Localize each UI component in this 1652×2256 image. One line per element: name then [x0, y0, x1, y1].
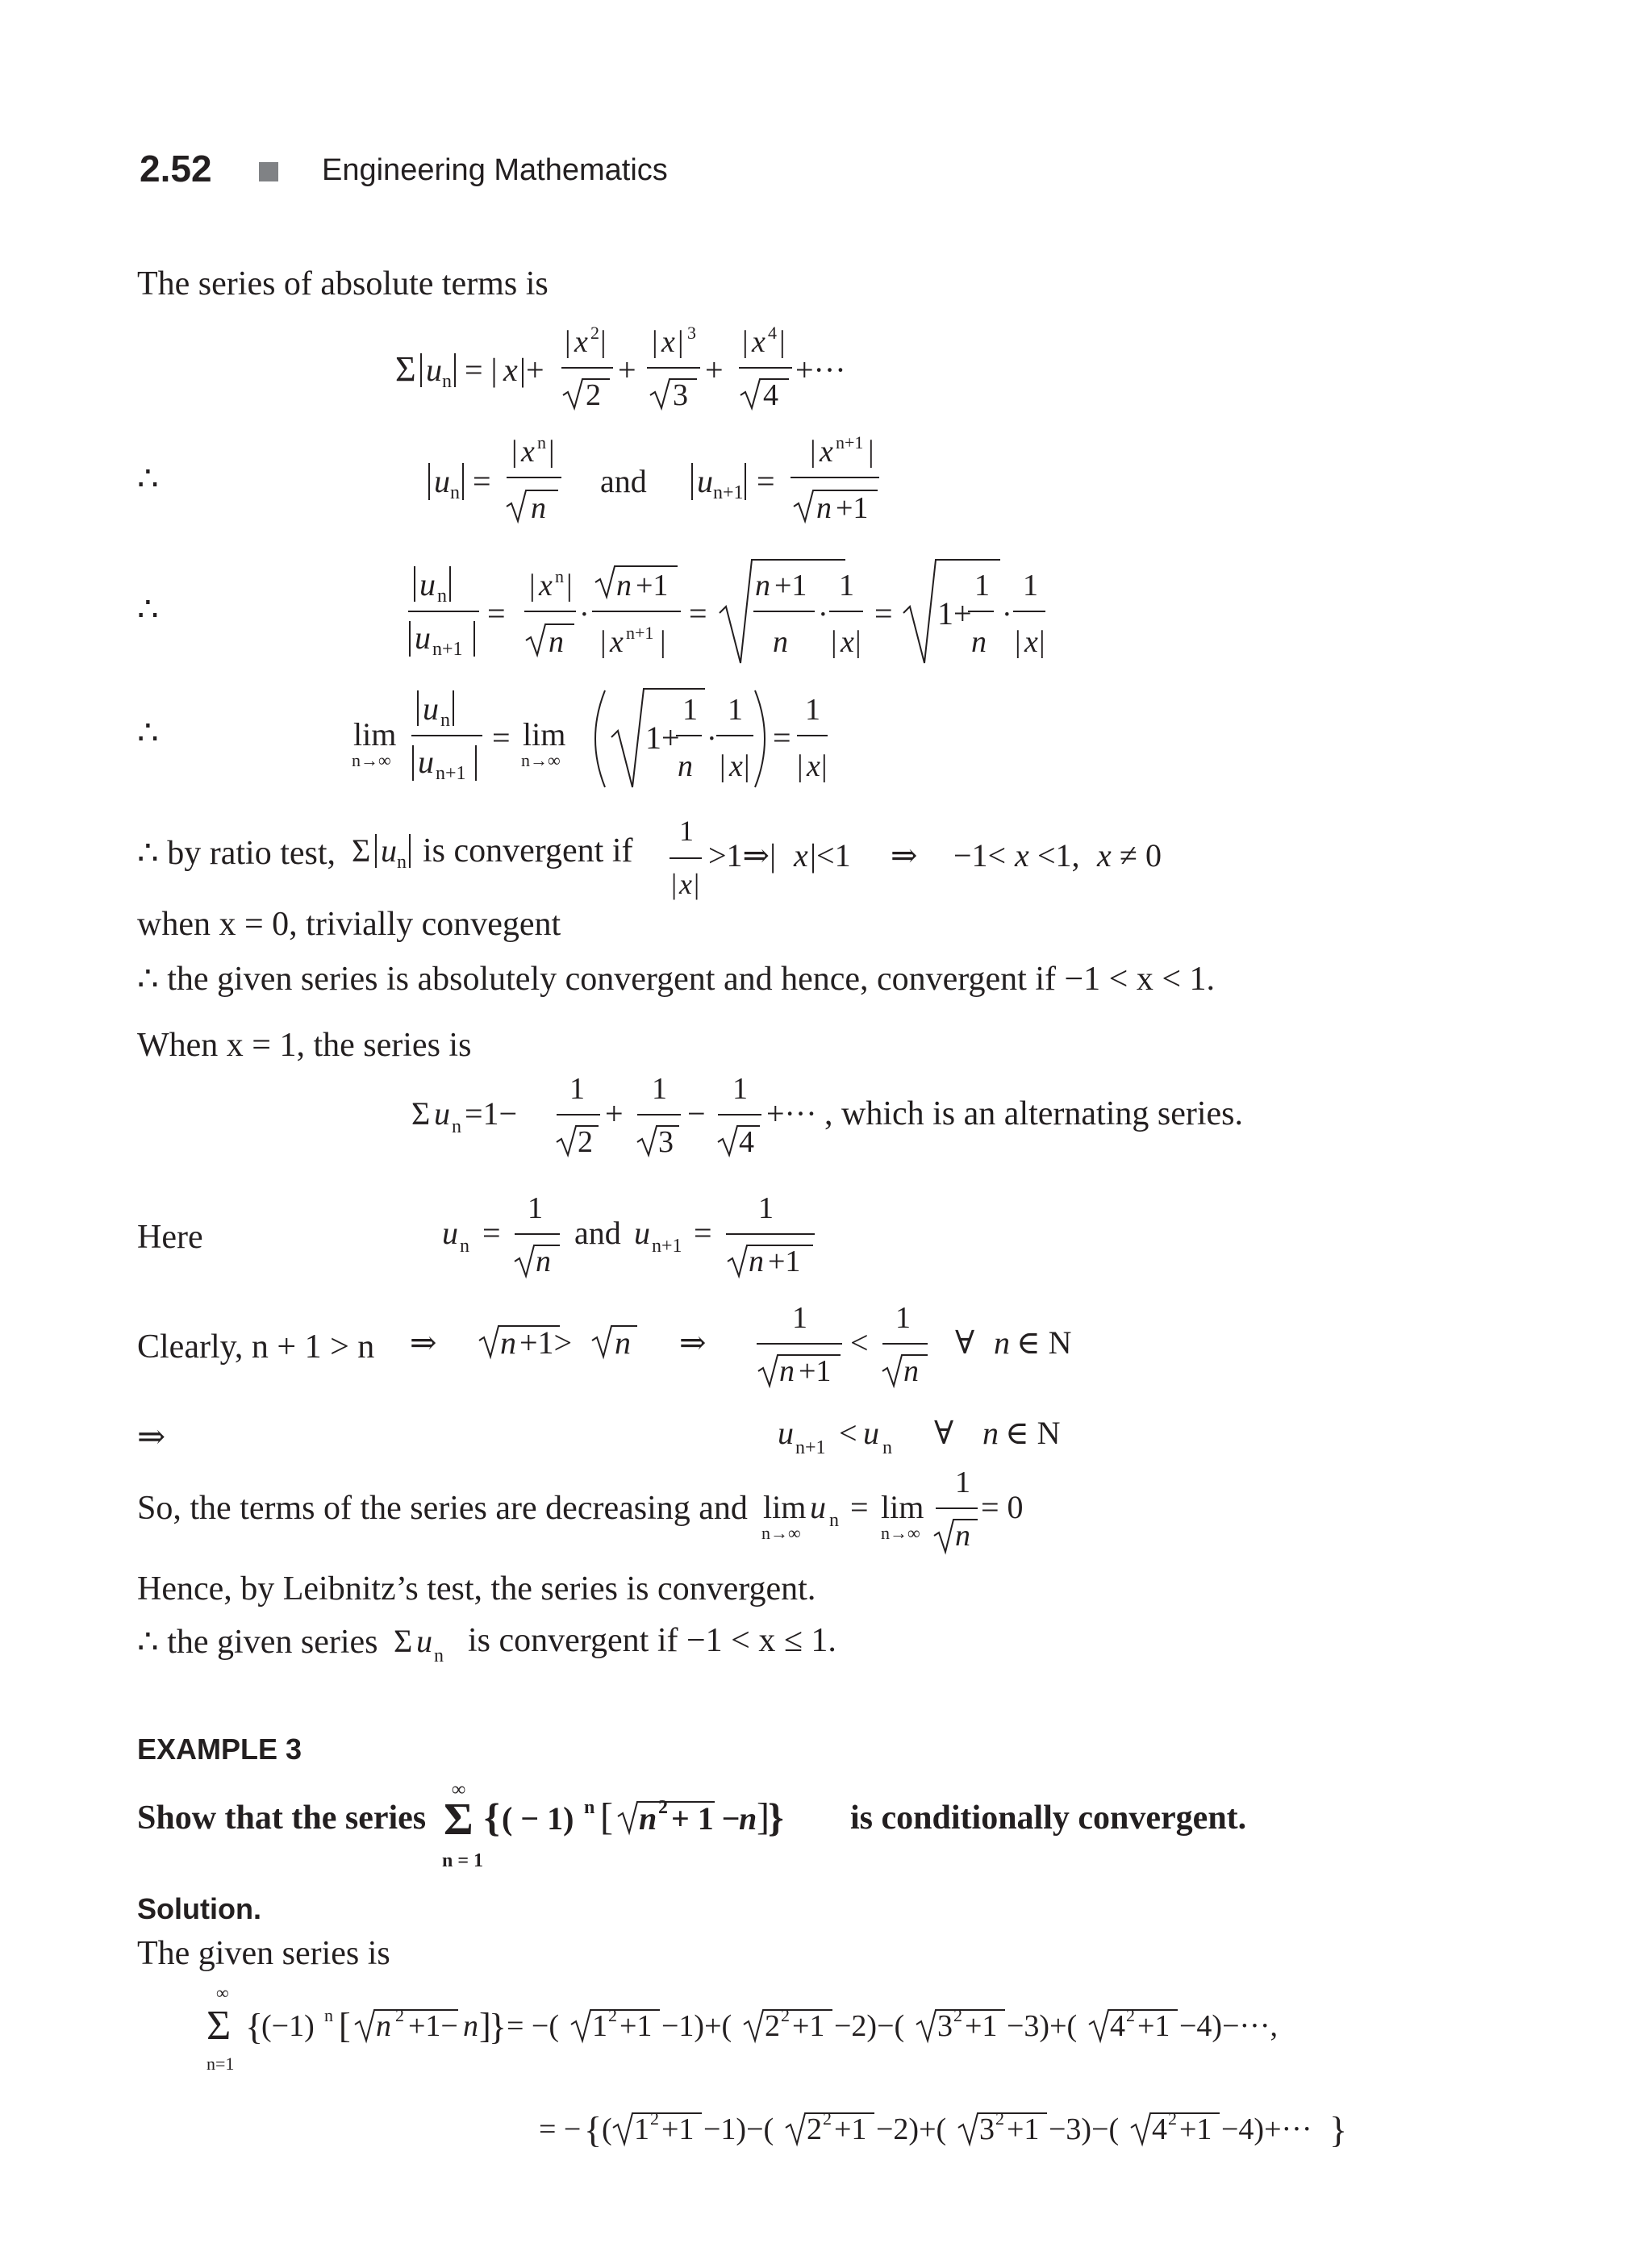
- svg-text:1: 1: [895, 1301, 911, 1335]
- svg-text:∀: ∀: [955, 1324, 975, 1361]
- svg-text:n: n: [549, 625, 564, 659]
- svg-text:lim: lim: [353, 716, 397, 753]
- svg-text:1: 1: [728, 693, 743, 727]
- svg-text:, which is an alternating seri: , which is an alternating series.: [824, 1095, 1244, 1132]
- svg-text:·: ·: [818, 598, 828, 632]
- ratio-test-lead: ∴ by ratio test,: [137, 835, 336, 872]
- svg-text:n = 1: n = 1: [442, 1850, 484, 1871]
- when-one-line: When x = 1, the series is: [137, 1027, 472, 1064]
- svg-text:u: u: [434, 1095, 450, 1132]
- svg-text:|+: |+: [519, 352, 544, 388]
- equation-example-series: [436, 1768, 855, 1881]
- svg-text:≠ 0: ≠ 0: [1120, 837, 1162, 874]
- example-statement-tail: is conditionally convergent.: [850, 1799, 1247, 1837]
- svg-text:4: 4: [768, 323, 777, 343]
- example-label: EXAMPLE 3: [137, 1733, 302, 1766]
- svg-text:{: {: [484, 1795, 500, 1840]
- svg-text:= −(: = −(: [507, 2009, 560, 2043]
- svg-text:Σ: Σ: [394, 1623, 413, 1659]
- svg-text:|: |: [652, 325, 658, 359]
- svg-text:n: n: [615, 1324, 631, 1361]
- svg-text:+···: +···: [795, 352, 846, 388]
- svg-text:n: n: [971, 625, 987, 659]
- svg-text:1: 1: [652, 1072, 667, 1106]
- svg-text:n: n: [376, 2009, 391, 2043]
- therefore-symbol: ∴: [137, 591, 159, 628]
- svg-text:n: n: [555, 566, 564, 586]
- svg-text:−1)+(: −1)+(: [661, 2009, 732, 2043]
- svg-text:x: x: [1097, 837, 1112, 874]
- svg-text:−2)−(: −2)−(: [834, 2009, 905, 2043]
- equation-decreasing: [778, 1403, 1116, 1468]
- svg-text:Σ: Σ: [352, 832, 371, 869]
- svg-text:Σ: Σ: [411, 1095, 431, 1132]
- svg-text:|: |: [821, 749, 828, 783]
- svg-text:n: n: [452, 1116, 461, 1137]
- svg-text:∈ N: ∈ N: [1016, 1324, 1072, 1361]
- svg-text:n: n: [982, 1415, 999, 1451]
- equation-conclusion-sum: [394, 1616, 458, 1673]
- svg-text:|<1: |<1: [810, 837, 851, 874]
- svg-text:=: =: [757, 463, 775, 499]
- svg-text:|: |: [720, 749, 726, 783]
- svg-text:n: n: [994, 1324, 1010, 1361]
- svg-text:1: 1: [592, 2009, 607, 2043]
- svg-text:1: 1: [974, 569, 990, 603]
- svg-text:|: |: [868, 435, 874, 469]
- svg-text:+···: +···: [766, 1095, 817, 1132]
- svg-text:x: x: [539, 569, 553, 603]
- svg-text:3: 3: [687, 323, 696, 343]
- svg-text:4: 4: [739, 1125, 754, 1159]
- svg-text:∞: ∞: [216, 1983, 229, 2003]
- svg-text:+1: +1: [792, 2009, 825, 2043]
- when-zero-line: when x = 0, trivially convegent: [137, 906, 561, 943]
- svg-text:1+: 1+: [645, 719, 680, 756]
- svg-text:2: 2: [590, 323, 599, 343]
- svg-text:|: |: [600, 325, 607, 359]
- svg-text:n: n: [955, 1519, 970, 1553]
- svg-text:u: u: [419, 566, 436, 603]
- svg-text:u: u: [434, 463, 450, 499]
- svg-text:n+1: n+1: [652, 1236, 682, 1257]
- svg-text:<: <: [850, 1324, 869, 1361]
- svg-text:|: |: [779, 325, 786, 359]
- svg-text:<1,: <1,: [1037, 837, 1080, 874]
- book-title: Engineering Mathematics: [322, 153, 668, 187]
- svg-text:n: n: [536, 1245, 551, 1278]
- svg-text:⇒: ⇒: [891, 837, 918, 874]
- svg-text:|: |: [1015, 625, 1021, 659]
- svg-text:1+: 1+: [937, 595, 972, 632]
- svg-text:{: {: [245, 2006, 264, 2047]
- svg-text:and: and: [600, 463, 647, 499]
- equation-un-terms: [426, 426, 878, 539]
- svg-text:]: ]: [479, 2006, 491, 2045]
- page-number: 2.52: [140, 148, 212, 190]
- svg-text:|: |: [742, 325, 749, 359]
- svg-text:3: 3: [673, 378, 688, 412]
- svg-text:x: x: [503, 352, 518, 388]
- svg-text:+1: +1: [661, 2112, 695, 2146]
- here-label: Here: [137, 1219, 203, 1256]
- svg-text:1: 1: [792, 1301, 807, 1335]
- svg-text:+1: +1: [620, 2009, 653, 2043]
- conclusion-lead: ∴ the given series: [137, 1624, 378, 1661]
- svg-text:<: <: [839, 1415, 857, 1451]
- svg-text:|: |: [694, 868, 700, 900]
- svg-text:2: 2: [823, 2108, 832, 2129]
- svg-text:|: |: [1039, 625, 1045, 659]
- svg-text:x: x: [729, 749, 743, 783]
- svg-text:n+1: n+1: [432, 639, 463, 660]
- svg-text:n: n: [460, 1236, 469, 1257]
- svg-text:+1: +1: [636, 569, 669, 603]
- svg-text:{: {: [584, 2109, 603, 2150]
- svg-text:}: }: [1329, 2109, 1348, 2150]
- example-statement-lead: Show that the series: [137, 1799, 427, 1837]
- svg-text:⇒: ⇒: [679, 1324, 707, 1361]
- svg-text:x: x: [521, 435, 535, 469]
- svg-text:u: u: [381, 832, 397, 869]
- svg-text:( − 1): ( − 1): [502, 1800, 574, 1837]
- svg-text:2: 2: [807, 2112, 822, 2146]
- svg-text:1: 1: [634, 2112, 649, 2146]
- svg-text:n: n: [450, 482, 460, 503]
- clearly-line: Clearly, n + 1 > n: [137, 1328, 375, 1366]
- svg-text:x: x: [1015, 837, 1029, 874]
- equation-abs-series: [395, 321, 879, 426]
- svg-text:n→∞: n→∞: [881, 1523, 920, 1543]
- svg-text:n→∞: n→∞: [521, 750, 561, 770]
- svg-text:|: |: [671, 868, 678, 900]
- svg-text:x: x: [794, 837, 808, 874]
- svg-text:|: |: [566, 569, 573, 603]
- svg-text:n: n: [500, 1324, 516, 1361]
- svg-text:|: |: [831, 625, 837, 659]
- svg-text:n: n: [678, 749, 693, 783]
- svg-text:2: 2: [1126, 2005, 1135, 2025]
- svg-text:(−1): (−1): [261, 2009, 315, 2043]
- svg-text:n+1: n+1: [713, 482, 744, 503]
- svg-text:|: |: [565, 325, 571, 359]
- header-square-marker: [259, 162, 278, 181]
- svg-text:= |: = |: [465, 352, 498, 388]
- svg-text:x: x: [752, 325, 766, 359]
- svg-text:x: x: [841, 625, 854, 659]
- equation-clearly: [410, 1299, 1345, 1395]
- svg-text:n: n: [442, 371, 452, 392]
- svg-text:=: =: [487, 595, 506, 632]
- svg-text:1: 1: [679, 815, 694, 847]
- svg-text:4: 4: [1110, 2009, 1125, 2043]
- svg-text:n+1: n+1: [626, 623, 654, 643]
- svg-text:2: 2: [765, 2009, 780, 2043]
- svg-text:3: 3: [937, 2009, 953, 2043]
- svg-text:2: 2: [608, 2005, 617, 2025]
- svg-text:2: 2: [586, 378, 601, 412]
- svg-text:n=1: n=1: [206, 2054, 235, 2074]
- svg-text:n: n: [440, 710, 450, 731]
- svg-text:n: n: [584, 1797, 595, 1818]
- svg-text:>1⇒|: >1⇒|: [708, 837, 777, 874]
- svg-text:n: n: [397, 852, 407, 873]
- svg-text:n: n: [773, 625, 788, 659]
- svg-text:u: u: [418, 744, 434, 780]
- svg-text:3: 3: [979, 2112, 995, 2146]
- svg-text:n: n: [537, 432, 546, 452]
- equation-alternating-series: [411, 1073, 1258, 1170]
- svg-text:n→∞: n→∞: [761, 1523, 801, 1543]
- svg-text:n: n: [434, 1645, 444, 1666]
- svg-text:is convergent if: is convergent if: [423, 832, 633, 869]
- svg-text:n: n: [324, 2005, 333, 2025]
- svg-text:+: +: [605, 1095, 624, 1132]
- svg-text:∈ N: ∈ N: [1005, 1415, 1061, 1451]
- svg-text:=: =: [694, 1215, 712, 1251]
- therefore-symbol: ∴: [137, 461, 159, 498]
- svg-text:lim: lim: [763, 1489, 807, 1525]
- svg-text:−4)+···: −4)+···: [1221, 2112, 1312, 2146]
- svg-text:n: n: [639, 1800, 657, 1837]
- absolute-convergence-line: ∴ the given series is absolutely convergent and hence, convergent if −1 < x < 1.: [137, 961, 1216, 998]
- svg-text:·: ·: [707, 722, 717, 756]
- svg-text:+1: +1: [836, 491, 869, 525]
- svg-text:2: 2: [1168, 2108, 1177, 2129]
- equation-limit-ratio: [352, 678, 828, 799]
- svg-text:u: u: [697, 463, 713, 499]
- intro-line: The series of absolute terms is: [137, 265, 549, 302]
- svg-text:u: u: [415, 619, 431, 656]
- svg-text:[: [: [600, 1795, 613, 1838]
- svg-text:1: 1: [805, 693, 820, 727]
- svg-text:u: u: [863, 1415, 879, 1451]
- svg-text:+1: +1: [965, 2009, 998, 2043]
- equation-given-series-grouped: [539, 2094, 1475, 2166]
- svg-text:n: n: [531, 491, 546, 525]
- svg-text:|: |: [797, 749, 803, 783]
- svg-text:|: |: [744, 749, 750, 783]
- svg-text:+1: +1: [799, 1354, 832, 1388]
- svg-text:|: |: [549, 435, 555, 469]
- svg-text:|: |: [660, 625, 666, 659]
- svg-text:=: =: [473, 463, 491, 499]
- svg-text:n: n: [437, 586, 447, 607]
- svg-text:1: 1: [569, 1072, 585, 1106]
- svg-text:x: x: [807, 749, 820, 783]
- svg-text:u: u: [810, 1489, 826, 1525]
- svg-text:=: =: [874, 595, 893, 632]
- svg-text:Σ: Σ: [206, 2003, 232, 2049]
- svg-text:+: +: [705, 352, 724, 388]
- equation-given-series-expansion: [202, 1981, 1460, 2086]
- svg-text:x: x: [820, 435, 833, 469]
- svg-text:4: 4: [763, 378, 778, 412]
- svg-text:n+1: n+1: [436, 763, 466, 784]
- solution-label: Solution.: [137, 1892, 261, 1925]
- svg-text:3: 3: [658, 1125, 674, 1159]
- svg-text:=: =: [689, 595, 707, 632]
- svg-text:Σ: Σ: [395, 349, 416, 389]
- svg-text:=: =: [492, 719, 511, 756]
- svg-text:2: 2: [395, 2005, 404, 2025]
- svg-text:−3)+(: −3)+(: [1007, 2009, 1078, 2043]
- svg-text:4: 4: [1152, 2112, 1167, 2146]
- svg-text:lim: lim: [881, 1489, 924, 1525]
- svg-text:n: n: [616, 569, 632, 603]
- svg-text:+1: +1: [768, 1245, 801, 1278]
- svg-text:+1>: +1>: [519, 1324, 573, 1361]
- svg-text:(: (: [602, 2112, 612, 2146]
- svg-text:+1: +1: [1179, 2112, 1212, 2146]
- svg-text:x: x: [610, 625, 624, 659]
- svg-text:Σ: Σ: [444, 1795, 473, 1845]
- svg-text:2: 2: [578, 1125, 593, 1159]
- equation-ratio-test: [352, 816, 1223, 905]
- svg-text:n: n: [882, 1437, 892, 1458]
- svg-text:x: x: [574, 325, 588, 359]
- svg-text:−4)−···,: −4)−···,: [1179, 2009, 1278, 2043]
- svg-text:|: |: [810, 435, 816, 469]
- svg-text:x: x: [679, 868, 692, 900]
- svg-text:}: }: [768, 1795, 784, 1840]
- svg-text:|: |: [855, 625, 861, 659]
- svg-text:u: u: [634, 1215, 650, 1251]
- svg-text:·: ·: [579, 598, 590, 632]
- svg-text:=: =: [850, 1489, 869, 1525]
- svg-text:=: =: [482, 1215, 501, 1251]
- conclusion-tail: is convergent if −1 < x ≤ 1.: [468, 1622, 836, 1659]
- svg-text:∀: ∀: [934, 1415, 954, 1451]
- svg-text:+1: +1: [1007, 2112, 1040, 2146]
- svg-text:n: n: [903, 1354, 919, 1388]
- svg-text:n: n: [829, 1510, 839, 1531]
- equation-here-terms: [442, 1192, 829, 1289]
- equation-limit-zero: [761, 1466, 1052, 1571]
- svg-text:1: 1: [732, 1072, 748, 1106]
- svg-text:u: u: [426, 352, 442, 388]
- svg-text:and: and: [574, 1215, 621, 1251]
- svg-text:−3)−(: −3)−(: [1049, 2112, 1120, 2146]
- svg-text:−1<: −1<: [953, 837, 1007, 874]
- svg-text:n: n: [463, 2009, 478, 2043]
- svg-text:1: 1: [955, 1466, 970, 1499]
- svg-text:2: 2: [650, 2108, 659, 2129]
- svg-text:−2)+(: −2)+(: [876, 2112, 947, 2146]
- svg-text:= 0: = 0: [981, 1489, 1024, 1525]
- svg-text:⇒: ⇒: [410, 1324, 437, 1361]
- svg-text:}: }: [489, 2006, 507, 2047]
- svg-text:2: 2: [658, 1797, 668, 1818]
- svg-text:x: x: [1024, 625, 1038, 659]
- svg-text:u: u: [423, 690, 439, 727]
- svg-text:n: n: [749, 1245, 764, 1278]
- svg-text:2: 2: [995, 2108, 1004, 2129]
- therefore-symbol: ∴: [137, 715, 159, 752]
- svg-text:−1)−(: −1)−(: [703, 2112, 774, 2146]
- svg-text:1: 1: [682, 693, 698, 727]
- svg-text:|: |: [678, 325, 684, 359]
- equation-ratio: [403, 557, 1065, 669]
- svg-text:1: 1: [839, 569, 854, 603]
- svg-text:−: −: [687, 1095, 706, 1132]
- given-series-line: The given series is: [137, 1935, 390, 1972]
- svg-text:2: 2: [953, 2005, 962, 2025]
- decreasing-line: So, the terms of the series are decreasing and: [137, 1490, 748, 1527]
- svg-text:+1−: +1−: [408, 2009, 458, 2043]
- svg-text:x: x: [661, 325, 675, 359]
- svg-text:+1: +1: [1137, 2009, 1170, 2043]
- svg-text:+1: +1: [774, 569, 807, 603]
- svg-text:+1: +1: [834, 2112, 867, 2146]
- svg-text:[: [: [339, 2006, 351, 2045]
- svg-text:·: ·: [1002, 598, 1012, 632]
- svg-text:|: |: [511, 435, 518, 469]
- svg-text:n→∞: n→∞: [352, 750, 391, 770]
- svg-text:+: +: [618, 352, 636, 388]
- svg-text:+ 1 −: + 1 −: [671, 1800, 740, 1837]
- svg-text:n+1: n+1: [795, 1437, 826, 1458]
- svg-text:u: u: [778, 1415, 794, 1451]
- svg-text:n+1: n+1: [836, 432, 864, 452]
- svg-text:2: 2: [781, 2005, 790, 2025]
- svg-text:n: n: [739, 1800, 757, 1837]
- leibnitz-line: Hence, by Leibnitz’s test, the series is convergent.: [137, 1570, 816, 1608]
- svg-text:1: 1: [528, 1191, 543, 1225]
- svg-text:|: |: [529, 569, 536, 603]
- implies-symbol: ⇒: [137, 1419, 166, 1456]
- svg-text:n: n: [779, 1354, 795, 1388]
- svg-text:=1−: =1−: [465, 1095, 518, 1132]
- svg-text:=: =: [773, 719, 791, 756]
- svg-text:= −: = −: [539, 2112, 582, 2146]
- svg-text:u: u: [416, 1623, 432, 1659]
- svg-text:n: n: [755, 569, 770, 603]
- svg-text:∞: ∞: [452, 1779, 466, 1800]
- svg-text:lim: lim: [523, 716, 566, 753]
- svg-text:|: |: [600, 625, 607, 659]
- svg-text:1: 1: [1023, 569, 1038, 603]
- svg-text:u: u: [442, 1215, 458, 1251]
- svg-text:1: 1: [758, 1191, 774, 1225]
- svg-text:n: n: [816, 491, 832, 525]
- svg-text:]: ]: [757, 1795, 770, 1838]
